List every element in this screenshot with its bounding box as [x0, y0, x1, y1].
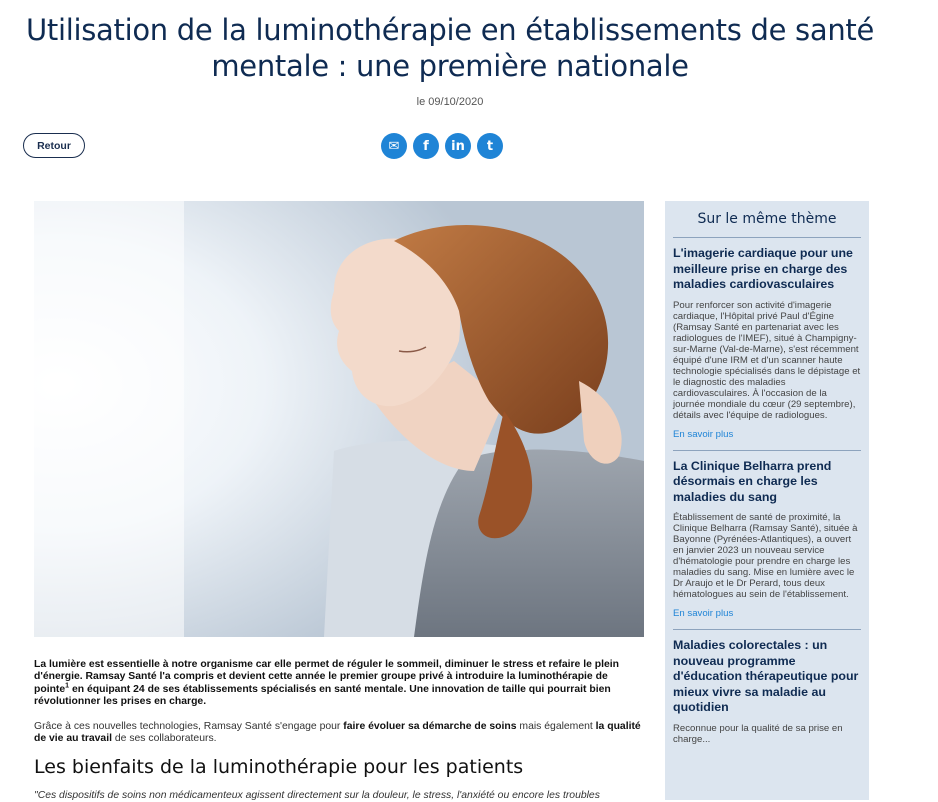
back-button[interactable]: Retour [23, 133, 85, 158]
share-bar [381, 133, 503, 159]
related-articles-sidebar [665, 201, 869, 800]
email-icon: ✉ [388, 138, 400, 154]
quote-paragraph: "Ces dispositifs de soins non médicamenteux agissent directement sur la douleur, le stress, l'anxiété ou encore les troubles [34, 790, 600, 801]
related-article-summary: Pour renforcer son activité d'imagerie cardiaque, l'Hôpital privé Paul d'Égine (Ramsay Santé en partenariat avec les radiologues de l'IMEF), situé à Champigny-sur-Marne (Val-de-Marne), s'est récemment équipé d'une IRM et d'un scanner haute technologie spécialisés dans le dépistage et le diagnostic des maladies cardiovasculaires. À l'occasion de la journée mondiale du cœur (29 septembre), détails avec l'équipe de radiologues. [673, 299, 861, 421]
lead-text-a: La lumière est essentielle à notre organisme car elle permet de réguler le sommeil, diminuer le stress et refaire le plein d'énergie. Ramsay Santé l'a compris et devient cette année le premier groupe privé à introduire la luminothérapie de pointe [34, 659, 620, 695]
related-article-title[interactable]: L'imagerie cardiaque pour une meilleure prise en charge des maladies cardiovasculaires [673, 246, 853, 291]
related-article-summary: Reconnue pour la qualité de sa prise en charge... [673, 722, 843, 745]
read-more-link[interactable]: En savoir plus [673, 608, 734, 619]
body-text-c: mais également [516, 721, 596, 732]
twitter-share-button[interactable] [477, 133, 503, 159]
sidebar-title: Sur le même thème [697, 211, 837, 227]
hero-image [34, 201, 644, 637]
sidebar-divider [673, 450, 861, 451]
publication-date: le 09/10/2020 [416, 96, 484, 108]
linkedin-share-button[interactable] [445, 133, 471, 159]
body-text-e: de ses collaborateurs. [111, 733, 217, 745]
related-article-summary: Établissement de santé de proximité, la Clinique Belharra (Ramsay Santé), située à Bayonne (Pyrénées-Atlantiques), a ouvert en janvier 2023 un nouveau service d'hématologie pour prendre en charge les maladies du sang. Mise en lumière avec le Dr Araujo et le Dr Perard, tous deux hématologues au sein de l'établissement. [673, 512, 858, 600]
body-text-a: Grâce à ces nouvelles technologies, Ramsay Santé s'engage pour [34, 721, 344, 732]
sidebar-divider [673, 629, 861, 630]
woman-relaxing-photo [34, 201, 644, 637]
body-emphasis-1: faire évoluer sa démarche de soins [343, 721, 517, 732]
lead-text-b: en équipant 24 de ses établissements spécialisés en santé mentale. Une innovation de taille qui pourrait bien révolutionner les prises en charge. [34, 683, 611, 708]
linkedin-icon: in [451, 138, 465, 154]
body-paragraph [34, 721, 644, 746]
facebook-icon: f [423, 138, 429, 154]
read-more-link[interactable]: En savoir plus [673, 428, 734, 440]
article-title: Utilisation de la luminothérapie en établissements de santé mentale : une première nationale [25, 13, 875, 83]
related-article-title[interactable]: Maladies colorectales : un nouveau programme d'éducation thérapeutique pour mieux vivre sa maladie au quotidien [673, 638, 859, 714]
body-emphasis-2: la qualité de vie au travail [34, 721, 641, 745]
twitter-icon: t [486, 138, 494, 154]
lead-paragraph [34, 659, 644, 709]
email-share-button[interactable] [381, 133, 407, 159]
section-heading: Les bienfaits de la luminothérapie pour les patients [34, 756, 524, 778]
facebook-share-button[interactable] [413, 133, 439, 159]
footnote-ref[interactable]: 1 [65, 682, 70, 690]
sidebar-divider [673, 237, 861, 238]
related-article-title[interactable]: La Clinique Belharra prend désormais en charge les maladies du sang [673, 458, 832, 504]
